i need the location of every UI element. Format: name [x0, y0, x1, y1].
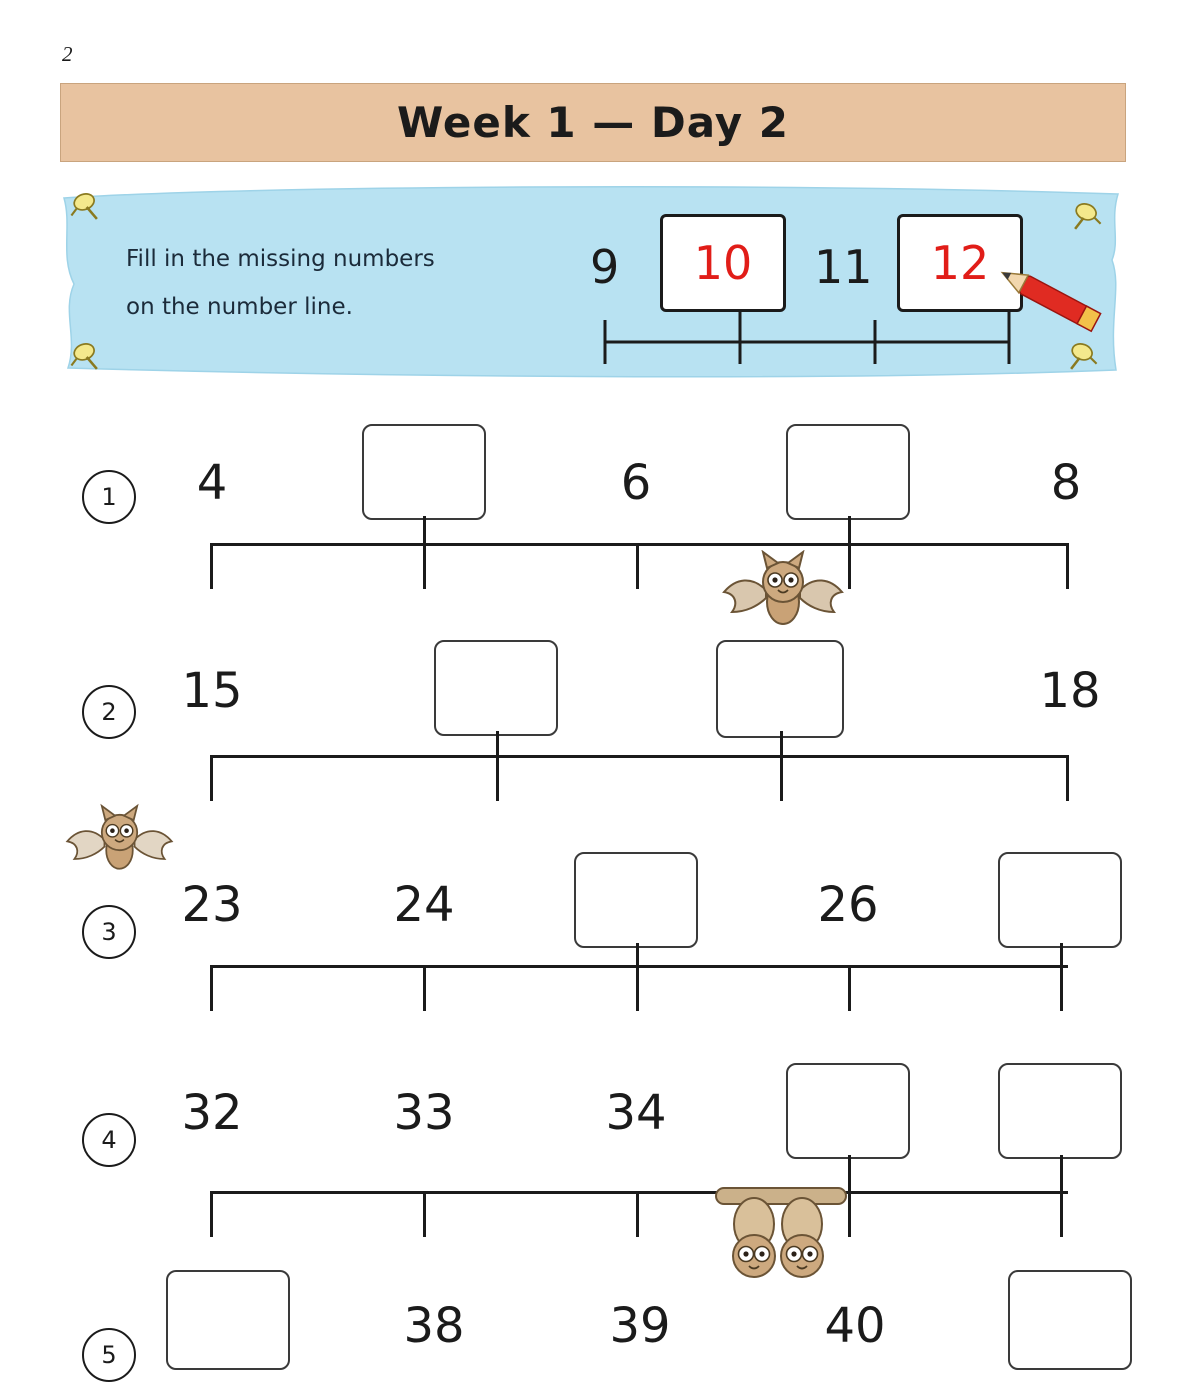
exercise3-stem-1 [636, 943, 639, 969]
exercise1-value-8: 8 [1050, 455, 1082, 511]
example-number-line [550, 200, 1090, 370]
instruction-text [126, 235, 526, 331]
exercise1-value-6: 6 [620, 455, 652, 511]
exercise3-tick-3 [636, 965, 639, 1011]
exercise3-axis [210, 965, 1068, 968]
exercise2-stem-1 [496, 731, 499, 759]
example-axis [590, 310, 1020, 366]
exercise4-tick-2 [423, 1191, 426, 1237]
exercise4-stem-2 [1060, 1155, 1063, 1195]
exercise4-blank-1[interactable] [786, 1063, 910, 1159]
exercise2-stem-2 [780, 731, 783, 759]
exercise5-blank-2[interactable] [1008, 1270, 1132, 1370]
example-label-9: 9 [590, 240, 620, 294]
exercise-number-2: 2 [82, 685, 136, 739]
exercise2-value-18: 18 [1039, 663, 1101, 719]
exercise2-tick-3 [780, 755, 783, 801]
title-banner [60, 83, 1126, 162]
page-title: Week 1 — Day 2 [397, 98, 789, 147]
exercise3-tick-1 [210, 965, 213, 1011]
exercise4-axis [210, 1191, 1068, 1194]
exercise1-tick-4 [848, 543, 851, 589]
exercise4-value-32: 32 [181, 1085, 243, 1141]
exercise1-blank-2[interactable] [786, 424, 910, 520]
example-label-11: 11 [814, 240, 873, 294]
exercise1-blank-1[interactable] [362, 424, 486, 520]
exercise-row-5 [0, 1270, 1200, 1369]
exercise3-stem-2 [1060, 943, 1063, 969]
exercise4-tick-3 [636, 1191, 639, 1237]
exercise-row-2 [0, 645, 1200, 815]
exercise2-tick-4 [1066, 755, 1069, 801]
instruction-banner [50, 180, 1130, 385]
exercise-number-3: 3 [82, 905, 136, 959]
exercise3-value-26: 26 [817, 877, 879, 933]
exercise2-tick-2 [496, 755, 499, 801]
exercise1-tick-2 [423, 543, 426, 589]
exercise-number-5: 5 [82, 1328, 136, 1382]
exercise2-tick-1 [210, 755, 213, 801]
exercise2-blank-2[interactable] [716, 640, 844, 738]
exercise1-tick-1 [210, 543, 213, 589]
example-box-10: 10 [660, 214, 786, 312]
exercise3-value-23: 23 [181, 877, 243, 933]
exercise3-value-24: 24 [393, 877, 455, 933]
exercise2-axis [210, 755, 1068, 758]
exercise3-blank-2[interactable] [998, 852, 1122, 948]
exercise3-tick-2 [423, 965, 426, 1011]
bat-icon [718, 550, 848, 640]
exercise1-tick-5 [1066, 543, 1069, 589]
exercise-number-1: 1 [82, 470, 136, 524]
exercise-row-4 [0, 1065, 1200, 1235]
exercise4-tick-5 [1060, 1191, 1063, 1237]
exercise4-value-34: 34 [605, 1085, 667, 1141]
page-number: 2 [62, 42, 73, 66]
exercise-row-1 [0, 430, 1200, 600]
exercise5-value-38: 38 [403, 1298, 465, 1354]
exercise4-value-33: 33 [393, 1085, 455, 1141]
exercise3-tick-4 [848, 965, 851, 1011]
push-pin-icon [68, 190, 102, 224]
example-box-12: 12 [897, 214, 1023, 312]
exercise4-blank-2[interactable] [998, 1063, 1122, 1159]
exercise5-value-39: 39 [609, 1298, 671, 1354]
exercise2-blank-1[interactable] [434, 640, 558, 736]
exercise1-axis [210, 543, 1068, 546]
exercise5-blank-1[interactable] [166, 1270, 290, 1370]
exercise-number-4: 4 [82, 1113, 136, 1167]
instruction-line-1: Fill in the missing numbers [126, 246, 435, 272]
exercise1-stem-1 [423, 516, 426, 546]
red-pencil-icon [990, 258, 1110, 338]
instruction-line-2: on the number line. [126, 294, 353, 320]
exercise3-tick-5 [1060, 965, 1063, 1011]
exercise4-tick-1 [210, 1191, 213, 1237]
exercise1-value-4: 4 [196, 455, 228, 511]
exercise5-value-40: 40 [824, 1298, 886, 1354]
exercise2-value-15: 15 [181, 663, 243, 719]
push-pin-icon [68, 340, 102, 374]
exercise1-tick-3 [636, 543, 639, 589]
exercise-row-3 [0, 855, 1200, 1025]
exercise3-blank-1[interactable] [574, 852, 698, 948]
exercise1-stem-2 [848, 516, 851, 546]
